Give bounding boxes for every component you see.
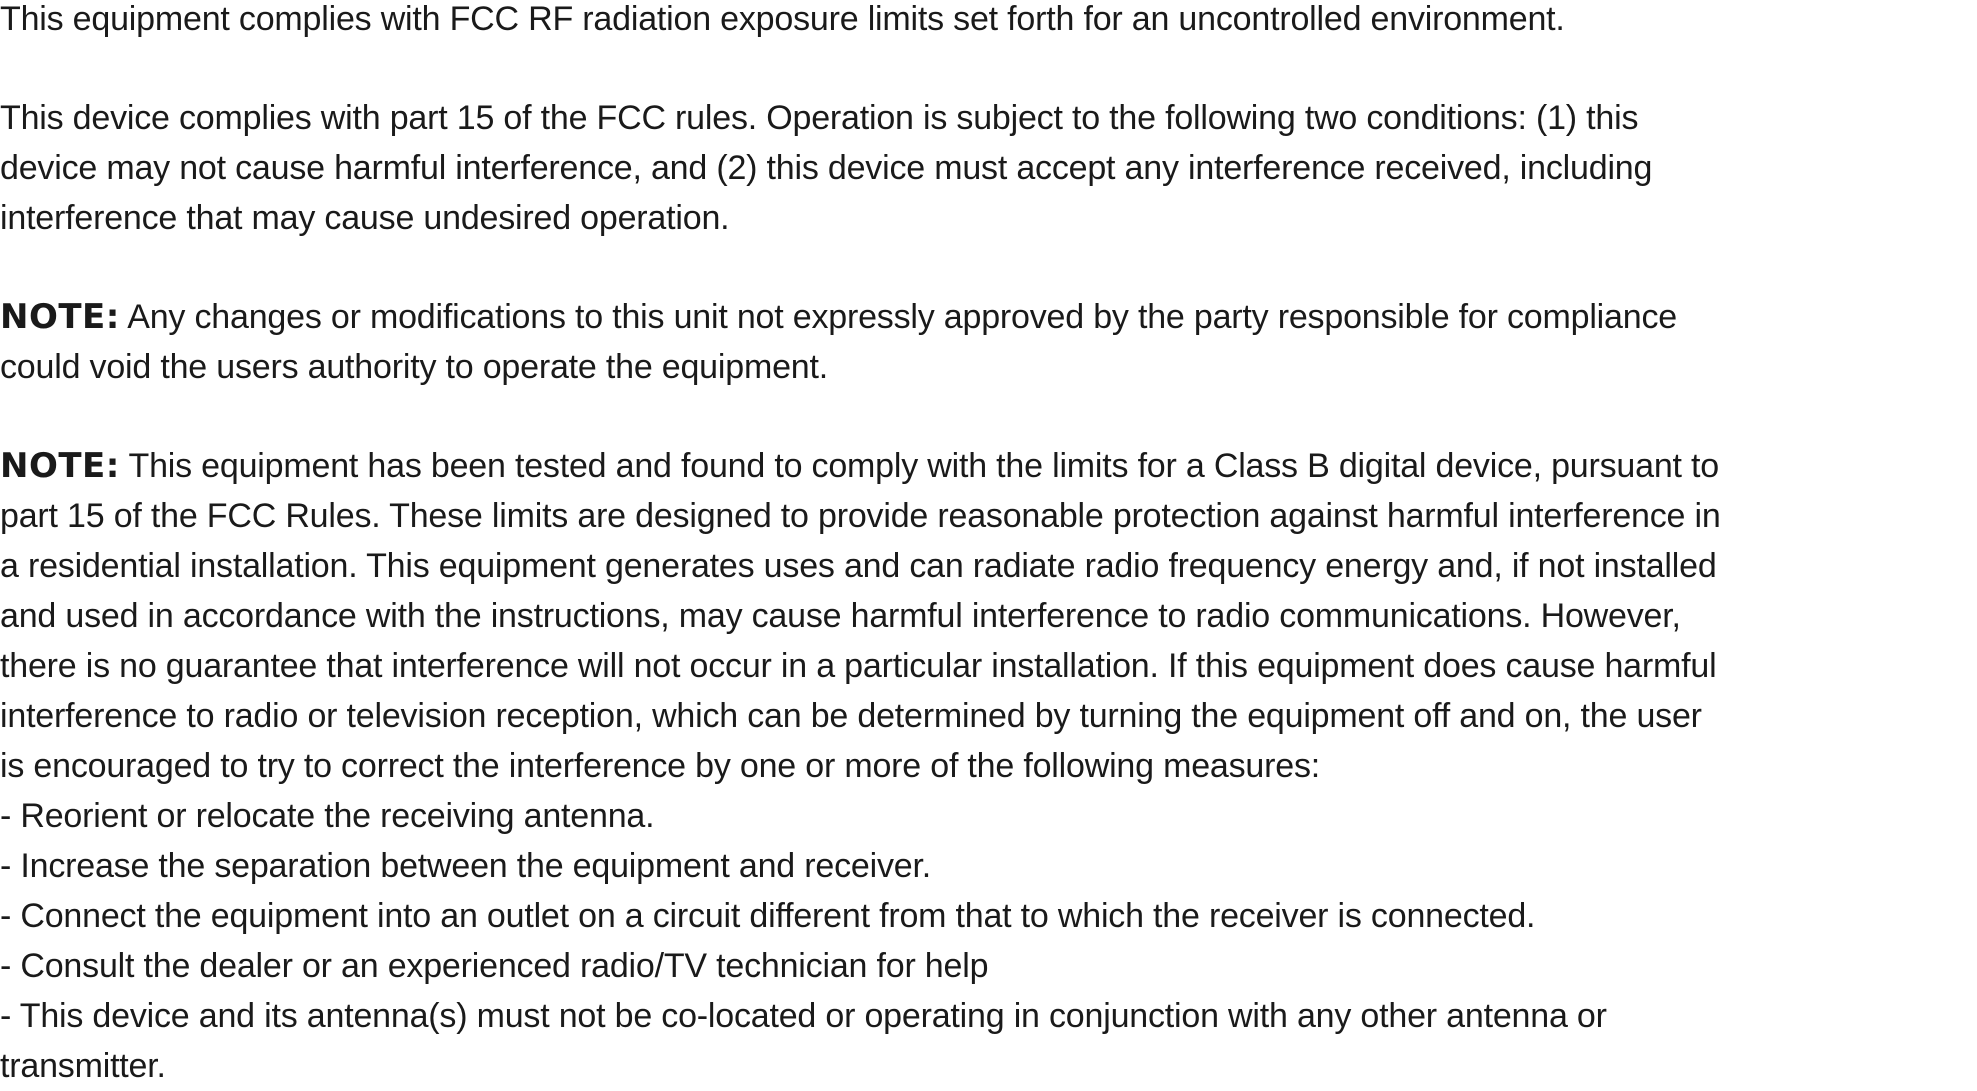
measure-item: - This device and its antenna(s) must not be co-located or operating in conjunction with any other antenna or bbox=[0, 997, 1607, 1035]
paragraph-line: a residential installation. This equipment generates uses and can radiate radio frequency energy and, if not installed bbox=[0, 547, 1717, 585]
note-text: This equipment has been tested and found to comply with the limits for a Class B digital device, pursuant to bbox=[119, 447, 1720, 485]
paragraph-line: could void the users authority to operate the equipment. bbox=[0, 348, 828, 386]
measure-item: - Increase the separation between the equipment and receiver. bbox=[0, 847, 931, 885]
class-b-note bbox=[0, 441, 1977, 791]
paragraph-line: and used in accordance with the instructions, may cause harmful interference to radio communications. However, bbox=[0, 597, 1681, 635]
paragraph-line: part 15 of the FCC Rules. These limits are designed to provide reasonable protection against harmful interference in bbox=[0, 497, 1721, 535]
measure-item: - Connect the equipment into an outlet on a circuit different from that to which the receiver is connected. bbox=[0, 897, 1536, 935]
measures-list bbox=[0, 791, 1977, 1091]
paragraph-line: This equipment complies with FCC RF radiation exposure limits set forth for an uncontrolled environment. bbox=[0, 0, 1565, 38]
measure-item: - Consult the dealer or an experienced radio/TV technician for help bbox=[0, 947, 989, 985]
note-first-line bbox=[0, 292, 1977, 342]
paragraph-line: device may not cause harmful interference, and (2) this device must accept any interference received, including bbox=[0, 149, 1653, 187]
paragraph-line: there is no guarantee that interference will not occur in a particular installation. If this equipment does cause harmful bbox=[0, 647, 1717, 685]
paragraph-line: interference that may cause undesired operation. bbox=[0, 199, 730, 237]
note-label: NOTE: bbox=[0, 446, 120, 486]
measure-item: - Reorient or relocate the receiving antenna. bbox=[0, 797, 655, 835]
measure-item: transmitter. bbox=[0, 1047, 166, 1085]
paragraph-line: is encouraged to try to correct the interference by one or more of the following measures: bbox=[0, 747, 1321, 785]
paragraph-line: This device complies with part 15 of the FCC rules. Operation is subject to the following two conditions: (1) this bbox=[0, 99, 1639, 137]
note-first-line bbox=[0, 441, 1977, 491]
rf-exposure-paragraph bbox=[0, 0, 1977, 44]
note-label: NOTE: bbox=[0, 297, 120, 337]
paragraph-gap bbox=[0, 44, 1977, 93]
part15-conditions-paragraph bbox=[0, 93, 1977, 243]
modifications-note bbox=[0, 292, 1977, 392]
note-text: Any changes or modifications to this unit not expressly approved by the party responsible for compliance bbox=[119, 298, 1677, 336]
paragraph-gap bbox=[0, 392, 1977, 441]
paragraph-line: interference to radio or television reception, which can be determined by turning the equipment off and on, the user bbox=[0, 697, 1702, 735]
paragraph-gap bbox=[0, 243, 1977, 292]
